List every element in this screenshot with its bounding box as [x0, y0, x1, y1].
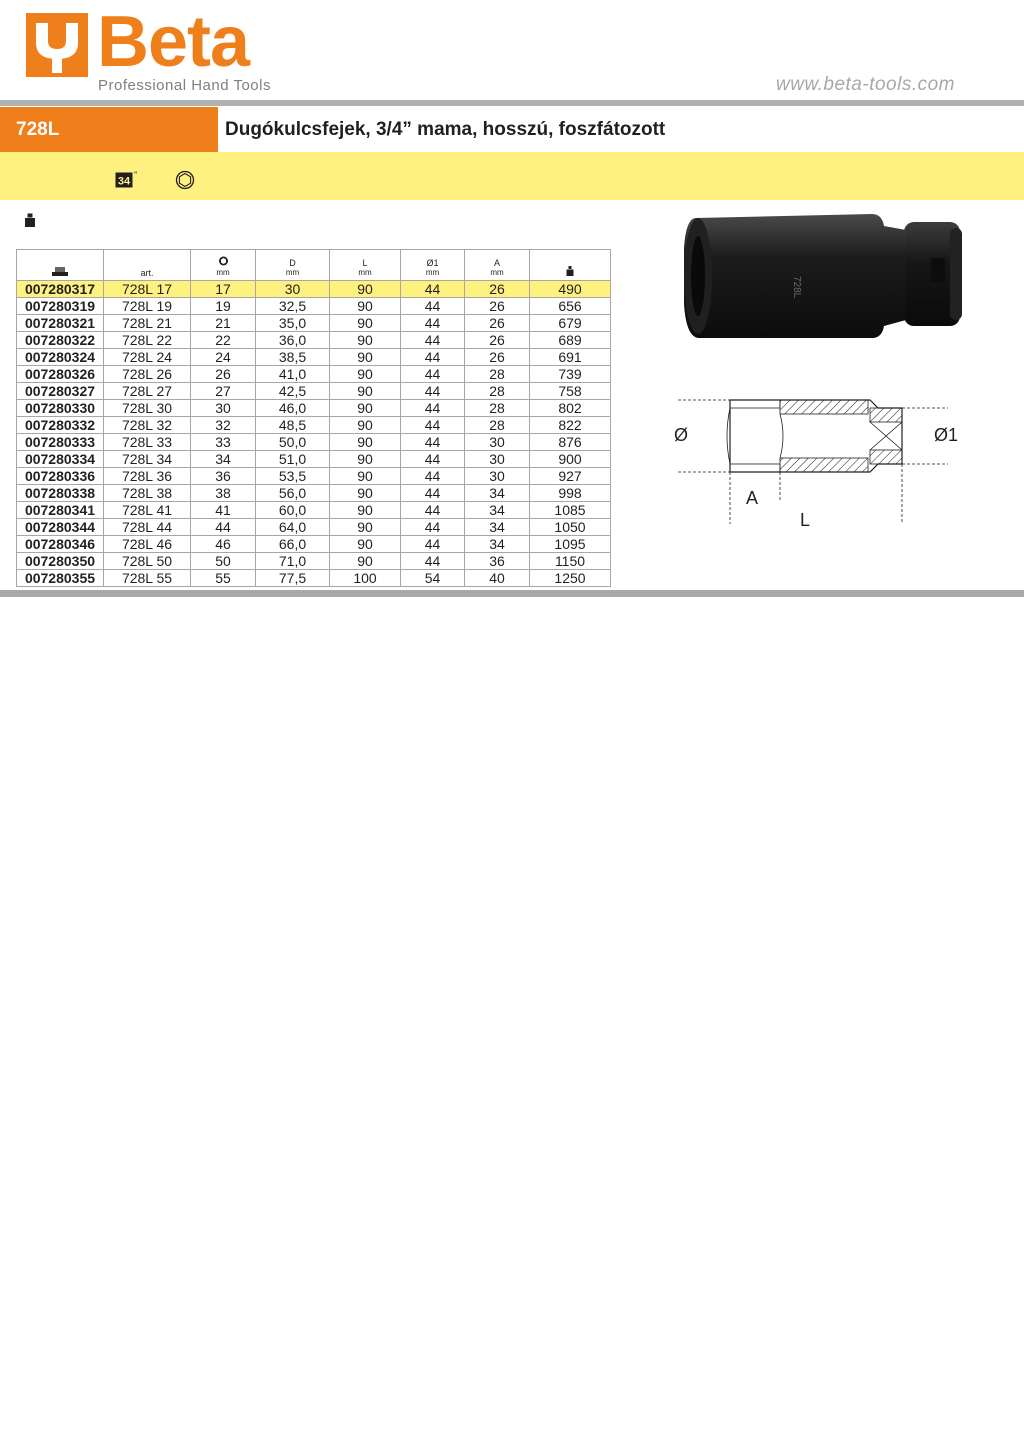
cell-d: 30 — [256, 281, 330, 298]
table-row — [17, 434, 611, 451]
cell-art: 728L 55 — [104, 570, 191, 587]
cell-art: 728L 38 — [104, 485, 191, 502]
cell-weight: 490 — [530, 281, 611, 298]
cell-d1: 44 — [401, 332, 465, 349]
cell-l: 90 — [330, 502, 401, 519]
weight-icon — [24, 213, 36, 227]
cell-art: 728L 22 — [104, 332, 191, 349]
column-header-weight — [530, 250, 611, 281]
cell-weight: 679 — [530, 315, 611, 332]
cell-weight: 927 — [530, 468, 611, 485]
table-row — [17, 281, 611, 298]
cell-a: 26 — [465, 349, 530, 366]
cell-code: 007280321 — [17, 315, 104, 332]
cell-size: 55 — [191, 570, 256, 587]
cell-size: 26 — [191, 366, 256, 383]
cell-code: 007280333 — [17, 434, 104, 451]
cell-weight: 900 — [530, 451, 611, 468]
cell-d1: 54 — [401, 570, 465, 587]
cell-weight: 758 — [530, 383, 611, 400]
cell-d1: 44 — [401, 485, 465, 502]
column-header-d: D mm — [256, 250, 330, 281]
table-row — [17, 468, 611, 485]
cell-size: 24 — [191, 349, 256, 366]
dimension-label-l: L — [800, 510, 811, 530]
cell-size: 19 — [191, 298, 256, 315]
cell-d: 66,0 — [256, 536, 330, 553]
column-header-a: A mm — [465, 250, 530, 281]
cell-size: 21 — [191, 315, 256, 332]
cell-size: 17 — [191, 281, 256, 298]
cell-d: 32,5 — [256, 298, 330, 315]
cell-a: 30 — [465, 451, 530, 468]
dimension-label-d: Ø — [674, 425, 689, 445]
cell-d1: 44 — [401, 349, 465, 366]
cell-art: 728L 32 — [104, 417, 191, 434]
cell-d1: 44 — [401, 502, 465, 519]
cell-d1: 44 — [401, 519, 465, 536]
table-row — [17, 451, 611, 468]
cell-d1: 44 — [401, 383, 465, 400]
info-band — [0, 152, 1024, 200]
cell-d: 42,5 — [256, 383, 330, 400]
cell-d1: 44 — [401, 366, 465, 383]
table-row — [17, 536, 611, 553]
table-row — [17, 349, 611, 366]
cell-code: 007280324 — [17, 349, 104, 366]
product-code: 728L — [0, 107, 218, 152]
cell-code: 007280322 — [17, 332, 104, 349]
cell-d: 36,0 — [256, 332, 330, 349]
cell-l: 90 — [330, 400, 401, 417]
cell-d: 46,0 — [256, 400, 330, 417]
column-header-size: mm — [191, 250, 256, 281]
brand-name: Beta — [97, 2, 250, 82]
cell-d: 38,5 — [256, 349, 330, 366]
cell-weight: 1095 — [530, 536, 611, 553]
cell-l: 90 — [330, 434, 401, 451]
cell-weight: 1250 — [530, 570, 611, 587]
cell-size: 34 — [191, 451, 256, 468]
cell-weight: 1050 — [530, 519, 611, 536]
weight-icon — [566, 266, 574, 276]
cell-a: 26 — [465, 332, 530, 349]
cell-code: 007280332 — [17, 417, 104, 434]
cell-l: 90 — [330, 349, 401, 366]
cell-weight: 739 — [530, 366, 611, 383]
cell-code: 007280350 — [17, 553, 104, 570]
cell-weight: 998 — [530, 485, 611, 502]
cell-d1: 44 — [401, 451, 465, 468]
cell-d: 71,0 — [256, 553, 330, 570]
cell-l: 90 — [330, 332, 401, 349]
cell-d: 77,5 — [256, 570, 330, 587]
cell-d: 60,0 — [256, 502, 330, 519]
table-row — [17, 417, 611, 434]
cell-size: 41 — [191, 502, 256, 519]
cell-code: 007280326 — [17, 366, 104, 383]
cell-l: 90 — [330, 417, 401, 434]
cell-weight: 689 — [530, 332, 611, 349]
socket-dimension-drawing — [670, 384, 970, 534]
cell-weight: 802 — [530, 400, 611, 417]
cell-a: 30 — [465, 468, 530, 485]
product-title: Dugókulcsfejek, 3/4” mama, hosszú, foszfátozott — [225, 119, 666, 140]
svg-text:”: ” — [134, 171, 137, 180]
cell-l: 90 — [330, 519, 401, 536]
cell-weight: 1150 — [530, 553, 611, 570]
cell-l: 90 — [330, 468, 401, 485]
cell-d: 64,0 — [256, 519, 330, 536]
table-row — [17, 519, 611, 536]
cell-d: 56,0 — [256, 485, 330, 502]
cell-d1: 44 — [401, 400, 465, 417]
cell-l: 90 — [330, 451, 401, 468]
hexagon-socket-icon — [218, 256, 229, 266]
cell-a: 40 — [465, 570, 530, 587]
hexagon-socket-icon — [175, 170, 195, 190]
cell-a: 26 — [465, 281, 530, 298]
cell-d1: 44 — [401, 553, 465, 570]
cell-art: 728L 24 — [104, 349, 191, 366]
cell-a: 28 — [465, 366, 530, 383]
cell-d1: 44 — [401, 468, 465, 485]
cell-size: 44 — [191, 519, 256, 536]
brand-tagline: Professional Hand Tools — [98, 77, 271, 94]
table-row — [17, 400, 611, 417]
cell-size: 46 — [191, 536, 256, 553]
cell-d1: 44 — [401, 281, 465, 298]
cell-code: 007280344 — [17, 519, 104, 536]
beta-logo-icon — [26, 13, 88, 77]
drive-badge-text: 34 — [117, 175, 131, 188]
cell-d1: 44 — [401, 417, 465, 434]
cell-d: 41,0 — [256, 366, 330, 383]
cell-a: 34 — [465, 536, 530, 553]
cell-weight: 691 — [530, 349, 611, 366]
cell-d1: 44 — [401, 298, 465, 315]
cell-art: 728L 36 — [104, 468, 191, 485]
cell-art: 728L 26 — [104, 366, 191, 383]
cell-a: 34 — [465, 485, 530, 502]
cell-code: 007280319 — [17, 298, 104, 315]
cell-a: 30 — [465, 434, 530, 451]
cell-l: 90 — [330, 298, 401, 315]
table-row — [17, 366, 611, 383]
cell-l: 90 — [330, 383, 401, 400]
cell-code: 007280334 — [17, 451, 104, 468]
cell-a: 36 — [465, 553, 530, 570]
table-row — [17, 553, 611, 570]
cell-weight: 1085 — [530, 502, 611, 519]
cell-a: 28 — [465, 383, 530, 400]
cell-art: 728L 41 — [104, 502, 191, 519]
socket-photo — [676, 208, 978, 344]
cell-size: 32 — [191, 417, 256, 434]
column-header-l: L mm — [330, 250, 401, 281]
cell-l: 90 — [330, 485, 401, 502]
cell-code: 007280341 — [17, 502, 104, 519]
cell-code: 007280355 — [17, 570, 104, 587]
cell-code: 007280317 — [17, 281, 104, 298]
footer-divider — [0, 590, 1024, 597]
column-header-code — [17, 250, 104, 281]
cell-a: 34 — [465, 519, 530, 536]
cell-a: 28 — [465, 417, 530, 434]
cell-code: 007280327 — [17, 383, 104, 400]
cell-art: 728L 46 — [104, 536, 191, 553]
dimension-label-a: A — [746, 488, 759, 508]
cell-art: 728L 30 — [104, 400, 191, 417]
cell-art: 728L 21 — [104, 315, 191, 332]
cell-l: 90 — [330, 553, 401, 570]
cell-a: 26 — [465, 298, 530, 315]
cell-weight: 876 — [530, 434, 611, 451]
table-row — [17, 502, 611, 519]
cell-a: 28 — [465, 400, 530, 417]
dimension-label-d1: Ø1 — [934, 425, 959, 445]
cell-d: 48,5 — [256, 417, 330, 434]
table-row — [17, 383, 611, 400]
table-row — [17, 315, 611, 332]
cell-size: 50 — [191, 553, 256, 570]
cell-art: 728L 17 — [104, 281, 191, 298]
cell-d1: 44 — [401, 434, 465, 451]
cell-d: 50,0 — [256, 434, 330, 451]
cell-size: 38 — [191, 485, 256, 502]
website-link[interactable]: www.beta-tools.com — [776, 74, 956, 95]
square-drive-icon — [115, 171, 139, 189]
cell-l: 90 — [330, 536, 401, 553]
cell-l: 100 — [330, 570, 401, 587]
cell-d: 35,0 — [256, 315, 330, 332]
cell-a: 34 — [465, 502, 530, 519]
column-header-art: art. — [104, 250, 191, 281]
cell-art: 728L 50 — [104, 553, 191, 570]
table-row — [17, 332, 611, 349]
header-divider — [0, 100, 1024, 106]
cell-l: 90 — [330, 366, 401, 383]
cell-d: 53,5 — [256, 468, 330, 485]
cell-art: 728L 34 — [104, 451, 191, 468]
cell-art: 728L 44 — [104, 519, 191, 536]
cell-size: 36 — [191, 468, 256, 485]
photo-marking-text: 728L — [791, 276, 802, 299]
spec-table — [16, 249, 611, 587]
cell-code: 007280330 — [17, 400, 104, 417]
cell-weight: 822 — [530, 417, 611, 434]
cell-code: 007280336 — [17, 468, 104, 485]
cell-art: 728L 19 — [104, 298, 191, 315]
cell-d1: 44 — [401, 315, 465, 332]
cell-size: 33 — [191, 434, 256, 451]
cell-art: 728L 27 — [104, 383, 191, 400]
cell-d: 51,0 — [256, 451, 330, 468]
cell-weight: 656 — [530, 298, 611, 315]
cell-code: 007280346 — [17, 536, 104, 553]
cell-d1: 44 — [401, 536, 465, 553]
table-header-row — [17, 250, 611, 281]
barcode-icon — [52, 267, 68, 276]
cell-l: 90 — [330, 315, 401, 332]
cell-code: 007280338 — [17, 485, 104, 502]
table-row — [17, 485, 611, 502]
table-row — [17, 570, 611, 587]
spec-table-body — [17, 281, 611, 587]
cell-size: 27 — [191, 383, 256, 400]
cell-size: 22 — [191, 332, 256, 349]
cell-size: 30 — [191, 400, 256, 417]
cell-art: 728L 33 — [104, 434, 191, 451]
cell-l: 90 — [330, 281, 401, 298]
table-row — [17, 298, 611, 315]
cell-a: 26 — [465, 315, 530, 332]
column-header-d1: Ø1 mm — [401, 250, 465, 281]
